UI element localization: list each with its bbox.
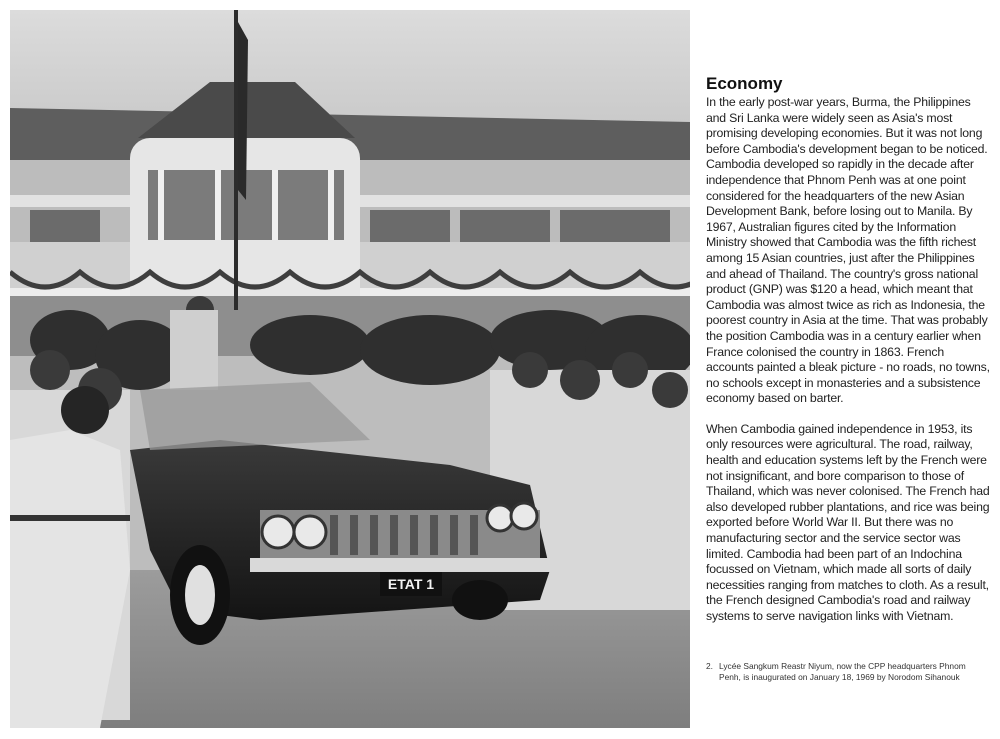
- photo-caption: [706, 661, 986, 683]
- section-heading: Economy: [706, 74, 783, 93]
- photo-illustration: [10, 10, 690, 728]
- paragraph-1: In the early post-war years, Burma, the Philippines and Sri Lanka were widely seen as Asia's most promising developing economies. But it was not long before Cambodia's development began to be noticed. Cambodia developed so rapidly in the decade after independence that Phnom Penh was at one point considered for the headquarters of the new Asian Development Bank, before losing out to Manila. By 1967, Australian figures cited by the Information Ministry showed that Cambodia was the fifth richest among 15 Asian countries, just after the Philippines and ahead of Thailand. The country's gross national product (GNP) was $120 a head, which meant that Cambodia was almost twice as rich as Indonesia, the poorest country in Asia at the time. That was probably the position Cambodia was in a century earlier when France colonised the country in 1863. French accounts painted a bleak picture - no roads, no towns, no schools except in monasteries and a subsistence economy based on barter.: [706, 95, 990, 406]
- caption-text: Lycée Sangkum Reastr Niyum, now the CPP headquarters Phnom Penh, is inaugurated on January 18, 1969 by Norodom Sihanouk: [719, 661, 966, 682]
- historical-photograph: [10, 10, 690, 728]
- flagpole: [234, 10, 238, 310]
- article-text: [706, 74, 992, 625]
- standing-figure: [170, 310, 218, 390]
- caption-number: 2.: [706, 661, 713, 671]
- paragraph-2: When Cambodia gained independence in 1953, its only resources were agricultural. The road, railway, health and education systems left by the French were not insignificant, and bore comparison to those of Thailand, which was never colonised. The French had also developed rubber plantations, and rice was being exported before World War II. But there was no manufacturing sector and the service sector was limited. Cambodia had been part of an Indochina focussed on Vietnam, which made all sorts of daily necessities ranging from matches to cloth. As a result, the French designed Cambodia's road and railway systems to serve navigation links with Vietnam.: [706, 421, 990, 623]
- convertible-car: [130, 382, 550, 645]
- license-plate-text: ETAT 1: [387, 576, 435, 592]
